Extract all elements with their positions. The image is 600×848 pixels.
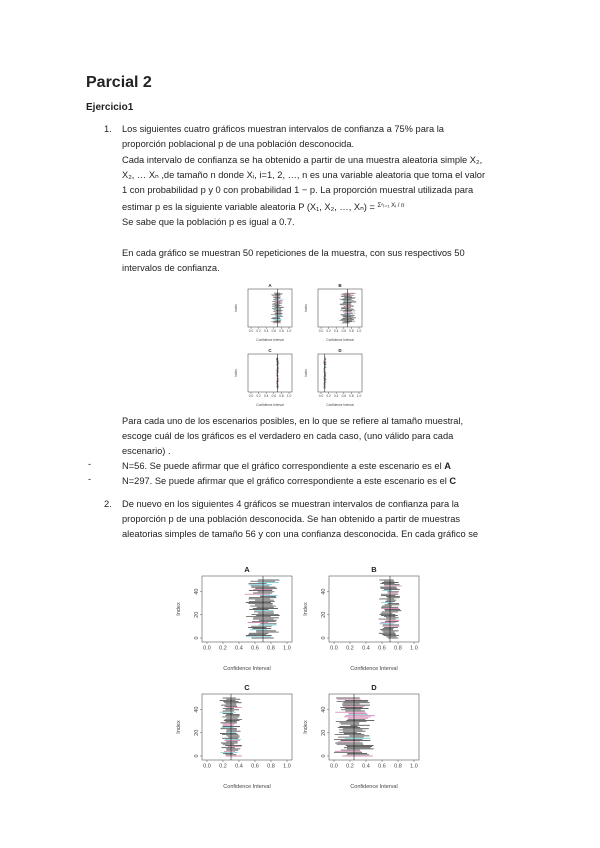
x-tick-label: 0.0 [330,645,338,652]
proportion-formula: Σⁿᵢ₌₁ Xᵢ / n [377,203,405,209]
bullet-mark: - [88,474,92,484]
x-axis-label: Confidence Interval [223,666,271,672]
y-tick-label: 0 [321,754,327,758]
x-tick-label: 1.0 [283,763,291,770]
x-tick-label: 0.6 [251,645,259,652]
x-tick-label: 1.0 [356,394,362,399]
panel-title: D [338,348,342,353]
y-axis-label: Index [176,720,182,734]
x-tick-label: 0.6 [341,394,347,399]
y-axis-label: Index [303,602,309,616]
x-axis-label: Confidence Interval [256,338,284,342]
x-tick-label: 0.2 [219,645,227,652]
q2-line: De nuevo en los siguientes 4 gráficos se muestran intervalos de confianza para la [122,499,459,509]
panel-title: B [338,283,342,288]
figure-1-confidence-intervals [228,280,368,410]
x-tick-label: 0.0 [248,394,254,399]
y-axis-label: Index [234,304,238,312]
x-tick-label: 0.0 [330,763,338,770]
y-tick-label: 40 [194,706,200,713]
x-tick-label: 1.0 [286,329,292,334]
x-tick-label: 0.0 [203,645,211,652]
x-tick-label: 1.0 [283,645,291,652]
y-tick-label: 0 [321,636,327,640]
x-tick-label: 0.2 [346,763,354,770]
x-tick-label: 0.4 [333,329,339,334]
y-tick-label: 40 [321,706,327,713]
question-2-number: 2. [104,499,112,509]
x-tick-label: 0.2 [256,394,261,399]
panel-b [303,565,419,672]
x-axis-label: Confidence Interval [326,338,354,342]
figure-2-confidence-intervals [172,560,427,800]
q1-formula-line [122,199,404,215]
plot-frame [318,289,362,327]
q1-line: intervalos de confianza. [122,263,220,273]
panel-d [303,683,419,790]
panel-title: C [268,348,272,353]
panel-title: D [371,683,377,692]
q1-line: En cada gráfico se muestran 50 repeticiones de la muestra, con sus respectivos 50 [122,248,465,258]
q1-line: Se sabe que la población p es igual a 0.7. [122,217,295,227]
x-tick-label: 0.8 [349,329,354,334]
x-tick-label: 0.8 [349,394,354,399]
x-tick-label: 0.2 [326,329,331,334]
y-axis-label: Index [303,720,309,734]
x-tick-label: 0.8 [279,394,284,399]
scenario-text: N=56. Se puede afirmar que el gráfico correspondiente a este escenario es el [122,461,445,471]
x-tick-label: 0.0 [318,394,324,399]
y-tick-label: 20 [321,611,327,618]
y-tick-label: 40 [194,588,200,595]
y-tick-label: 20 [194,611,200,618]
panel-title: A [244,565,250,574]
x-tick-label: 0.4 [362,763,370,770]
q1-line: proporción poblacional p de una población desconocida. [122,139,355,149]
x-axis-label: Confidence Interval [256,403,284,407]
x-tick-label: 0.0 [248,329,254,334]
panel-title: C [244,683,250,692]
q1-line: 1 con probabilidad p y 0 con probabilidad 1 − p. La proporción muestral utilizada para [122,185,474,195]
plot-frame [248,289,292,327]
scenario-n56 [122,459,451,474]
x-axis-label: Confidence Interval [350,666,398,672]
panel-a [176,565,292,672]
x-tick-label: 0.8 [394,763,402,770]
panel-d [304,348,362,407]
plot-frame [329,576,419,642]
x-tick-label: 0.2 [256,329,261,334]
x-tick-label: 0.0 [318,329,324,334]
y-axis-label: Index [304,369,308,377]
x-tick-label: 1.0 [286,394,292,399]
x-axis-label: Confidence Interval [326,403,354,407]
x-tick-label: 0.8 [279,329,284,334]
q1-after-line: Para cada uno de los escenarios posibles, en lo que se refiere al tamaño muestral, [122,416,464,426]
x-tick-label: 0.6 [341,329,347,334]
x-tick-label: 0.8 [394,645,402,652]
plot-frame [202,694,292,760]
x-tick-label: 0.6 [378,763,386,770]
x-tick-label: 0.4 [362,645,370,652]
x-tick-label: 0.8 [267,645,275,652]
x-tick-label: 0.6 [251,763,259,770]
bullet-mark: - [88,459,92,469]
x-tick-label: 0.4 [235,763,243,770]
panel-c [234,348,292,407]
page-title: Parcial 2 [86,74,152,91]
y-axis-label: Index [176,602,182,616]
scenario-n297 [122,474,456,489]
x-tick-label: 0.6 [271,394,277,399]
section-title: Ejercicio1 [86,102,134,113]
scenario-answer: C [449,476,457,486]
panel-title: A [268,283,272,288]
plot-frame [248,354,292,392]
q1-after-line: escenario) . [122,446,171,456]
q1-line: Los siguientes cuatro gráficos muestran intervalos de confianza a 75% para la [122,124,444,134]
x-axis-label: Confidence Interval [223,784,271,790]
x-tick-label: 0.4 [263,329,269,334]
panel-c [176,683,292,790]
x-tick-label: 0.2 [326,394,331,399]
x-tick-label: 0.2 [219,763,227,770]
y-tick-label: 20 [194,729,200,736]
panel-b [304,283,362,342]
question-1-number: 1. [104,124,112,134]
q1-line: X₂, … Xₙ ,de tamaño n donde Xᵢ, i=1, 2, …, n es una variable aleatoria que toma el valor [122,170,486,180]
panel-title: B [371,565,377,574]
x-tick-label: 0.4 [263,394,269,399]
q1-line: Cada intervalo de confianza se ha obtenido a partir de una muestra aleatoria simple X₂, [122,155,483,165]
x-tick-label: 1.0 [410,645,418,652]
x-tick-label: 0.4 [235,645,243,652]
x-axis-label: Confidence Interval [350,784,398,790]
x-tick-label: 1.0 [410,763,418,770]
q2-line: aleatorias simples de tamaño 56 y con una confianza desconocida. En cada gráfico se [122,529,479,539]
x-tick-label: 1.0 [356,329,362,334]
x-tick-label: 0.6 [271,329,277,334]
y-axis-label: Index [304,304,308,312]
x-tick-label: 0.8 [267,763,275,770]
y-axis-label: Index [234,369,238,377]
x-tick-label: 0.0 [203,763,211,770]
y-tick-label: 0 [194,754,200,758]
q1-line: estimar p es la siguiente variable aleatoria P (X₁, X₂, …, Xₙ) = [122,202,375,212]
y-tick-label: 40 [321,588,327,595]
x-tick-label: 0.6 [378,645,386,652]
q1-after-line: escoge cuál de los gráficos es el verdadero en cada caso, (uno válido para cada [122,431,454,441]
scenario-text: N=297. Se puede afirmar que el gráfico correspondiente a este escenario es el [122,476,450,486]
scenario-answer: A [444,461,451,471]
y-tick-label: 20 [321,729,327,736]
q2-line: proporción p de una población desconocida. Se han obtenido a partir de muestras [122,514,461,524]
panel-a [234,283,292,342]
x-tick-label: 0.4 [333,394,339,399]
x-tick-label: 0.2 [346,645,354,652]
y-tick-label: 0 [194,636,200,640]
